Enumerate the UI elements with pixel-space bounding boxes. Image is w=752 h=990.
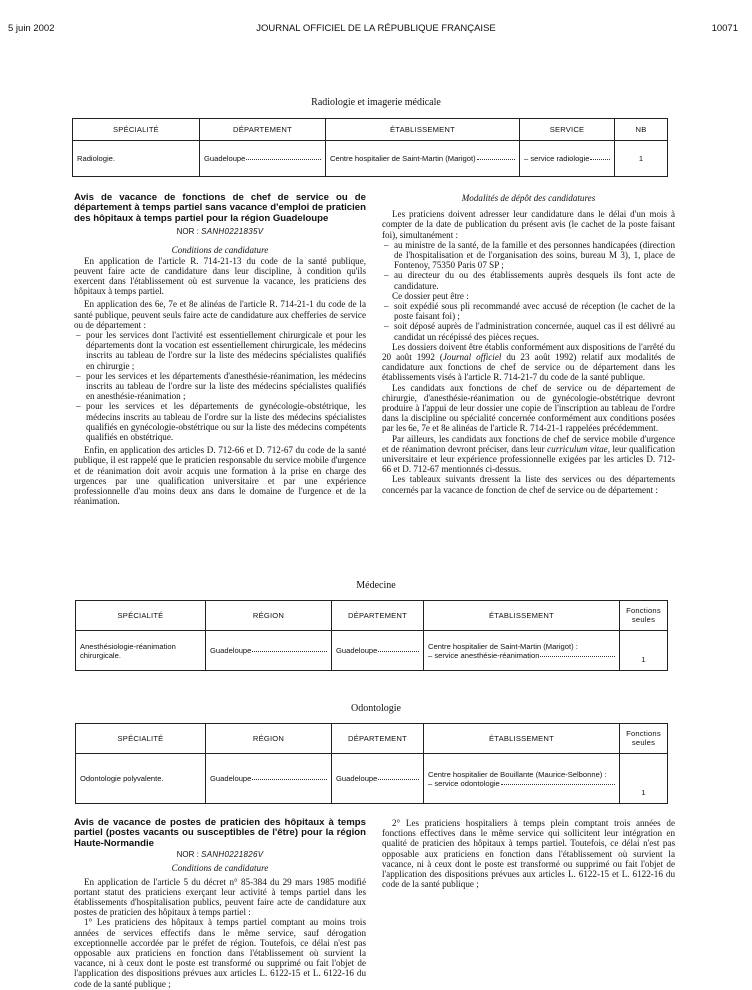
avis1-paragraph: En application de l'article R. 714-21-13 du code de la santé publique, peuvent faire acte de candidature dans leur discipline, à condition qu'ils exercent dans l'établissement où est survenue la vacance, les praticiens des hôpitaux à temps partiel. [74, 255, 366, 297]
avis1-paragraph: Les tableaux suivants dressent la liste des services ou des départements concernés par la vacance de fonction de chef de service ou de département : [382, 474, 675, 495]
cell-nb: 1 [615, 141, 668, 177]
avis1-paragraph: Les dossiers doivent être établis conformément aux dispositions de l'arrêté du 20 août 1992 (Journal officiel du 23 août 1992) relatif aux modalités de candidature aux fonctions de chef de service ou de département dans les établissements visés à l'article R. 714-21-7 du code de la santé publique. [382, 341, 675, 383]
avis1-modalites-title: Modalités de dépôt des candidatures [461, 193, 596, 203]
col-header-etablissement: ÉTABLISSEMENT [424, 601, 620, 631]
avis2-conditions-title: Conditions de candidature [171, 863, 269, 874]
col-header-specialite: SPÉCIALITÉ [76, 724, 206, 754]
cell-specialite: Anesthésiologie-réanimation chirurgicale. [76, 631, 206, 671]
avis1-paragraph: Les candidats aux fonctions de chef de service ou de département de chirurgie, d'anesthésie-réanimation ou de gynécologie-obstétrique devront produire à l'appui de leur dossier une copie de l'inscription au tableau de l'ordre dans la discipline ou spécialité concernée conformément aux conditions posées par les 6e, 7e et 8e alinéas de l'article R. 714-21-1 rappelées précédemment. [382, 382, 675, 434]
table2-title: Médecine [356, 580, 396, 591]
avis2-right-column [382, 818, 675, 966]
col-header-nb: NB [615, 119, 668, 141]
cell-etablissement: Centre hospitalier de Saint-Martin (Marigot) [326, 141, 520, 177]
avis1-paragraph: Ce dossier peut être : [392, 290, 469, 301]
list-item: – pour les services et les départements d'anesthésie-réanimation, les médecins inscrits au tableau de l'ordre sur la liste des médecins spécialistes qualifiés en anesthésie-réanimation ; [74, 371, 366, 402]
header-date: 5 juin 2002 [8, 23, 55, 34]
table-row [73, 141, 668, 177]
col-header-fonctions-seules: Fonctions seules [620, 601, 668, 631]
avis1-right-column [382, 193, 675, 495]
list-item: – soit expédié sous pli recommandé avec accusé de réception (le cachet de la poste faisant foi) ; [382, 301, 675, 321]
cell-etablissement: Centre hospitalier de Bouillante (Maurice-Selbonne) : – service odontologie [424, 754, 620, 804]
table-medecine [75, 600, 668, 671]
avis1-nor: NOR : SANH0221835V [176, 227, 264, 237]
cell-nb: 1 [620, 631, 668, 671]
col-header-specialite: SPÉCIALITÉ [73, 119, 200, 141]
col-header-region: RÉGION [206, 724, 332, 754]
avis1-paragraph: Les praticiens doivent adresser leur candidature dans le délai d'un mois à compter de la date de publication du présent avis (le cachet de la poste faisant foi), simultanément : [382, 209, 675, 240]
cell-departement: Guadeloupe [200, 141, 326, 177]
page-header [0, 23, 752, 37]
avis1-paragraph: Enfin, en application des articles D. 712-66 et D. 712-67 du code de la santé publique, il est rappelé que le praticien responsable du service mobile d'urgence et de réanimation doit avoir acquis une formation à la prise en charge des urgences par une qualification universitaire et par une expérience professionnelle d'au moins deux ans dans le domaine de l'urgence et de la réanimation. [74, 445, 366, 507]
avis1-title: Avis de vacance de fonctions de chef de service ou de département à temps partiel sans vacance d'emploi de praticien des hôpitaux à temps partiel pour la région Guadeloupe [74, 192, 366, 224]
cell-service: – service radiologie [520, 141, 615, 177]
col-header-region: RÉGION [206, 601, 332, 631]
cell-region: Guadeloupe [206, 631, 332, 671]
avis2-nor: NOR : SANH0221826V [176, 850, 264, 860]
avis1-delivery-list [382, 301, 675, 342]
table-row [76, 631, 668, 671]
col-header-etablissement: ÉTABLISSEMENT [326, 119, 520, 141]
list-item: – soit déposé auprès de l'administration concernée, auquel cas il est délivré au candidat un récépissé des pièces reçues. [382, 321, 675, 341]
table-odontologie [75, 723, 668, 804]
cell-specialite: Odontologie polyvalente. [76, 754, 206, 804]
col-header-departement: DÉPARTEMENT [200, 119, 326, 141]
header-page-number: 10071 [711, 23, 738, 34]
avis1-conditions-title: Conditions de candidature [171, 245, 269, 256]
list-item: – au ministre de la santé, de la famille et des personnes handicapées (direction de l'hospitalisation et de l'organisation des soins, bureau M 3), 1, place de Fontenoy, 75350 Paris 07 SP ; [382, 240, 675, 271]
header-journal-title: JOURNAL OFFICIEL DE LA RÉPUBLIQUE FRANÇAISE [256, 23, 496, 34]
avis1-paragraph: En application des 6e, 7e et 8e alinéas de l'article R. 714-21-1 du code de la santé publique, peuvent seuls faire acte de candidature aux chefferies de service ou de département : [74, 299, 366, 330]
avis1-recipients-list [382, 240, 675, 291]
avis1-dash-list [74, 330, 366, 442]
col-header-service: SERVICE [520, 119, 615, 141]
table-row [76, 754, 668, 804]
list-item: – pour les services dont l'activité est essentiellement chirurgicale et pour les départements dont la vocation est essentiellement chirurgicale, les médecins inscrits au tableau de l'ordre sur la liste des médecins spécialistes qualifiés en chirurgie ; [74, 330, 366, 371]
col-header-etablissement: ÉTABLISSEMENT [424, 724, 620, 754]
list-item: – au directeur du ou des établissements auprès desquels ils font acte de candidature. [382, 270, 675, 290]
avis1-paragraph: Par ailleurs, les candidats aux fonctions de chef de service mobile d'urgence et de réanimation devront préciser, dans leur curriculum vitae, leur qualification universitaire et leur expérience professionnelle exigées par les articles D. 712-66 et D. 712-67 mentionnés ci-dessus. [382, 433, 676, 475]
avis2-paragraph: 1° Les praticiens des hôpitaux à temps partiel comptant au moins trois années de services effectifs dans le même service, sauf dérogation exceptionnelle accordée par le préfet de région. Toutefois, ce délai n'est pas opposable aux praticiens en fonction dans l'établissement où survient la vacance, ni à ceux dont le poste est transformé ou supprimé ou fait l'objet de l'application des dispositions prévues aux articles L. 6122-15 et L. 6122-16 du code de la santé publique ; [74, 917, 366, 989]
cell-specialite: Radiologie. [73, 141, 200, 177]
col-header-departement: DÉPARTEMENT [332, 601, 424, 631]
table3-title: Odontologie [351, 703, 401, 714]
cell-departement: Guadeloupe [332, 631, 424, 671]
avis2-paragraph: En application de l'article 5 du décret n° 85-384 du 29 mars 1985 modifié portant statut des praticiens exerçant leur activité à temps partiel dans les établissements d'hospitalisation publics, peuvent faire acte de candidature aux postes de praticien des hôpitaux à temps partiel : [74, 876, 366, 918]
col-header-departement: DÉPARTEMENT [332, 724, 424, 754]
avis1-left-column [74, 193, 366, 507]
cell-region: Guadeloupe [206, 754, 332, 804]
avis2-title: Avis de vacance de postes de praticien des hôpitaux à temps partiel (postes vacants ou susceptibles de l'être) pour la région Haute-Normandie [74, 817, 366, 849]
table1-title: Radiologie et imagerie médicale [311, 97, 441, 108]
cell-departement: Guadeloupe [332, 754, 424, 804]
list-item: – pour les services et les départements de gynécologie-obstétrique, les médecins inscrits au tableau de l'ordre sur la liste des médecins spécialistes qualifiés en gynécologie-obstétrique ou sur la liste des médecins compétents qualifiés en obstétrique. [74, 401, 366, 442]
cell-etablissement: Centre hospitalier de Saint-Martin (Marigot) : – service anesthésie-réanimation [424, 631, 620, 671]
avis2-paragraph: 2° Les praticiens hospitaliers à temps plein comptant trois années de fonctions effectives dans le même service qui sollicitent leur intégration en qualité de praticien des hôpitaux à temps partiel. Toutefois, ce délai n'est pas opposable aux praticiens en fonction dans l'établissement où survient la vacance, ni à ceux dont le poste est transformé ou supprimé ou fait l'objet de l'application des dispositions prévues aux articles L. 6122-15 et L. 6122-16 du code de la santé publique ; [382, 818, 675, 890]
table-radiologie [72, 118, 668, 177]
col-header-fonctions-seules: Fonctions seules [620, 724, 668, 754]
avis2-left-column [74, 817, 366, 989]
cell-nb: 1 [620, 754, 668, 804]
col-header-specialite: SPÉCIALITÉ [76, 601, 206, 631]
